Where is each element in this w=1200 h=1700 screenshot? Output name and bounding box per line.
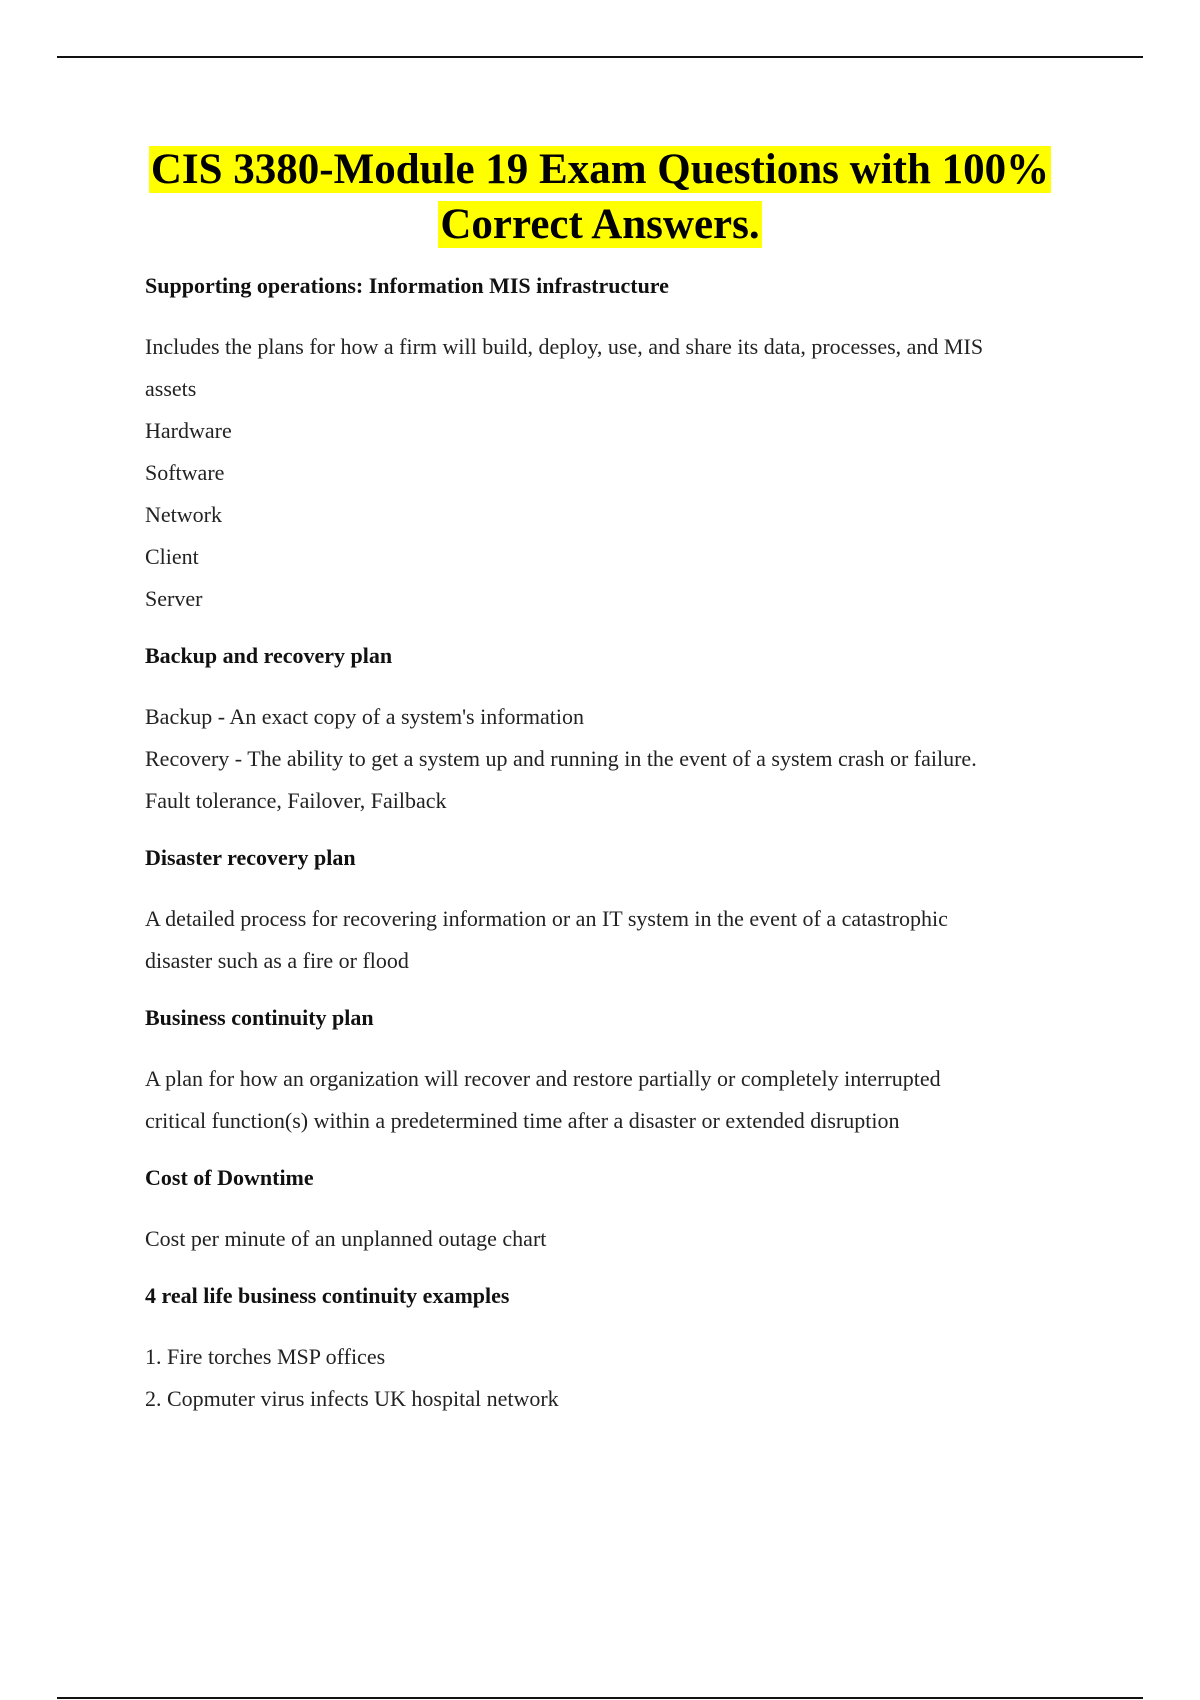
question-heading: Business continuity plan: [145, 1005, 374, 1030]
answer-line: Backup - An exact copy of a system's information: [145, 704, 584, 729]
answer-line: disaster such as a fire or flood: [145, 948, 409, 973]
answer-line: Network: [145, 502, 222, 527]
answer-line: Includes the plans for how a firm will build, deploy, use, and share its data, processes, and MIS: [145, 334, 984, 359]
question-heading: Supporting operations: Information MIS infrastructure: [145, 273, 669, 298]
top-rule: [57, 56, 1143, 58]
answer-line: A plan for how an organization will recover and restore partially or completely interrupted: [145, 1066, 941, 1091]
qa-section-business-continuity: [145, 1000, 1085, 1142]
answer-line: Recovery - The ability to get a system up and running in the event of a system crash or failure.: [145, 746, 977, 771]
question-heading: Backup and recovery plan: [145, 643, 393, 668]
answer-line: A detailed process for recovering information or an IT system in the event of a catastrophic: [145, 906, 948, 931]
answer-line: Client: [145, 544, 199, 569]
answer-line: assets: [145, 376, 197, 401]
answer-line: Fault tolerance, Failover, Failback: [145, 788, 447, 813]
answer-line: Hardware: [145, 418, 232, 443]
qa-section-cost-of-downtime: [145, 1160, 1085, 1260]
answer-line: critical function(s) within a predetermined time after a disaster or extended disruption: [145, 1108, 900, 1133]
qa-section-infrastructure: [145, 268, 1085, 620]
qa-section-disaster-recovery: [145, 840, 1085, 982]
question-heading: Cost of Downtime: [145, 1165, 314, 1190]
bottom-rule: [57, 1697, 1143, 1699]
question-heading: 4 real life business continuity examples: [145, 1283, 510, 1308]
answer-line: 2. Copmuter virus infects UK hospital network: [145, 1386, 559, 1411]
page-title: [100, 142, 1100, 252]
qa-section-backup: [145, 638, 1085, 822]
answer-line: 1. Fire torches MSP offices: [145, 1344, 386, 1369]
title-line-1: CIS 3380-Module 19 Exam Questions with 100%: [150, 146, 1050, 193]
qa-section-examples: [145, 1278, 1085, 1420]
answer-line: Server: [145, 586, 203, 611]
question-heading: Disaster recovery plan: [145, 845, 356, 870]
answer-line: Cost per minute of an unplanned outage chart: [145, 1226, 547, 1251]
document-body: [145, 268, 1085, 1438]
answer-line: Software: [145, 460, 225, 485]
title-line-2: Correct Answers.: [440, 201, 760, 248]
